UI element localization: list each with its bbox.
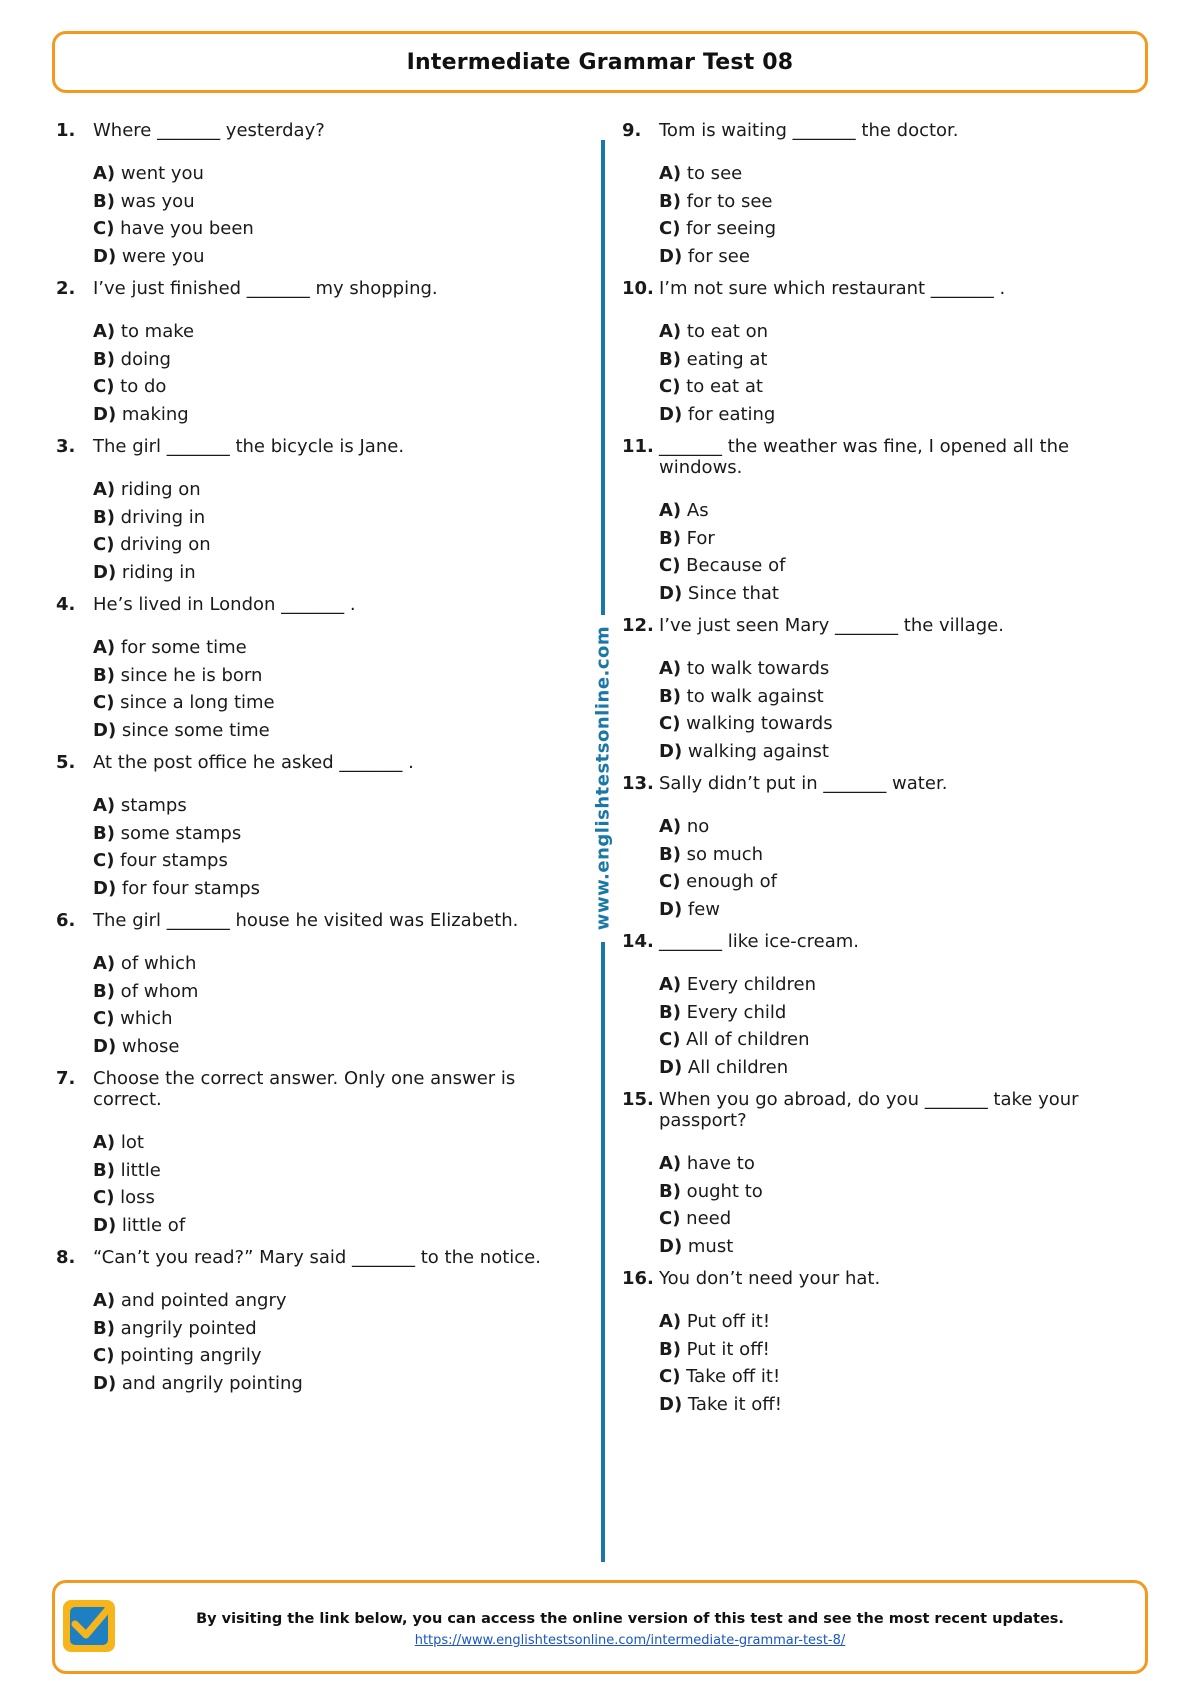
option-text: For <box>680 527 715 549</box>
option-letter: D) <box>659 245 683 267</box>
answer-option[interactable] <box>659 1026 1142 1054</box>
option-letter: B) <box>93 348 115 370</box>
option-text: need <box>680 1208 732 1229</box>
question-item <box>56 436 576 586</box>
option-letter: D) <box>659 898 683 920</box>
option-letter: C) <box>93 218 115 239</box>
option-text: All children <box>682 1056 789 1078</box>
option-letter: C) <box>93 850 115 871</box>
answer-option[interactable] <box>93 188 576 216</box>
option-letter: A) <box>659 974 682 995</box>
answer-option[interactable] <box>93 1315 576 1343</box>
option-letter: A) <box>93 479 116 500</box>
option-letter: C) <box>93 534 115 555</box>
option-letter: C) <box>93 1345 115 1366</box>
option-letter: D) <box>659 1235 683 1257</box>
option-letter: B) <box>659 685 681 707</box>
column-divider-top <box>601 140 605 615</box>
question-item <box>622 773 1142 923</box>
answer-option[interactable] <box>659 683 1142 711</box>
option-text: little <box>114 1159 161 1181</box>
option-letter: B) <box>93 190 115 212</box>
option-text: Put it off! <box>680 1338 770 1360</box>
question-text: _______ the weather was fine, I opened all the windows. <box>659 436 1070 478</box>
answer-option[interactable] <box>659 1233 1142 1261</box>
option-text: to do <box>114 376 167 397</box>
answer-option[interactable] <box>659 896 1142 924</box>
question-number: 1. <box>56 120 76 141</box>
questions-right-column <box>622 120 1142 1426</box>
question-item <box>56 910 576 1060</box>
answer-option[interactable] <box>93 662 576 690</box>
question-item <box>56 594 576 744</box>
option-text: for some time <box>115 637 247 658</box>
option-text: riding in <box>116 561 196 583</box>
answer-option[interactable] <box>659 841 1142 869</box>
question-text: “Can’t you read?” Mary said _______ to the notice. <box>93 1247 541 1268</box>
option-text: doing <box>114 348 171 370</box>
option-text: few <box>682 898 721 920</box>
option-letter: B) <box>659 843 681 865</box>
option-letter: A) <box>93 163 116 184</box>
option-text: of whom <box>114 980 199 1002</box>
answer-option[interactable] <box>93 1157 576 1185</box>
option-letter: C) <box>659 713 681 734</box>
answer-option[interactable] <box>93 1129 576 1157</box>
question-text: You don’t need your hat. <box>659 1268 881 1289</box>
question-text: I’m not sure which restaurant _______ . <box>659 278 1006 299</box>
question-number: 7. <box>56 1068 76 1089</box>
question-number: 14. <box>622 931 654 952</box>
answer-option[interactable] <box>93 1184 576 1212</box>
question-number: 2. <box>56 278 76 299</box>
option-text: since he is born <box>114 664 263 686</box>
option-letter: D) <box>659 1393 683 1415</box>
site-url-vertical: www.englishtestsonline.com <box>592 625 614 931</box>
question-text: The girl _______ the bicycle is Jane. <box>93 436 405 457</box>
option-text: have to <box>681 1153 755 1174</box>
question-item <box>622 931 1142 1081</box>
option-text: making <box>116 403 189 425</box>
option-text: to eat at <box>680 376 763 397</box>
answer-option[interactable] <box>93 401 576 429</box>
option-text: for see <box>682 245 750 267</box>
answer-option[interactable] <box>659 215 1142 243</box>
option-text: Every child <box>680 1001 787 1023</box>
question-item <box>622 436 1142 607</box>
answer-option[interactable] <box>93 243 576 271</box>
option-letter: B) <box>659 1001 681 1023</box>
question-text: Tom is waiting _______ the doctor. <box>659 120 959 141</box>
question-text: I’ve just seen Mary _______ the village. <box>659 615 1004 636</box>
option-letter: B) <box>93 980 115 1002</box>
option-letter: D) <box>93 719 117 741</box>
option-letter: A) <box>659 816 682 837</box>
answer-option[interactable] <box>93 476 576 504</box>
answer-option[interactable] <box>93 950 576 978</box>
answer-option[interactable] <box>659 999 1142 1027</box>
option-letter: B) <box>659 190 681 212</box>
option-text: Every children <box>681 974 816 995</box>
answer-option[interactable] <box>659 346 1142 374</box>
option-letter: B) <box>659 348 681 370</box>
option-letter: A) <box>93 637 116 658</box>
question-item <box>622 1268 1142 1418</box>
answer-option[interactable] <box>93 1287 576 1315</box>
option-letter: D) <box>93 1372 117 1394</box>
option-text: As <box>681 500 709 521</box>
option-text: since a long time <box>114 692 275 713</box>
option-letter: B) <box>93 1317 115 1339</box>
option-text: so much <box>680 843 764 865</box>
question-number: 15. <box>622 1089 654 1110</box>
answer-option[interactable] <box>93 847 576 875</box>
answer-option[interactable] <box>93 634 576 662</box>
option-text: Take off it! <box>680 1366 781 1387</box>
answer-option[interactable] <box>659 1054 1142 1082</box>
answer-option[interactable] <box>93 1005 576 1033</box>
option-text: no <box>681 816 710 837</box>
footer-message: By visiting the link below, you can access the online version of this test and see the most recent updates. <box>196 1611 1064 1627</box>
option-text: Take it off! <box>682 1393 782 1415</box>
option-text: was you <box>114 190 195 212</box>
option-text: enough of <box>680 871 777 892</box>
option-text: little of <box>116 1214 186 1236</box>
option-text: were you <box>116 245 205 267</box>
option-text: Since that <box>682 582 779 604</box>
answer-option[interactable] <box>659 552 1142 580</box>
option-text: All of children <box>680 1029 810 1050</box>
question-text: Choose the correct answer. Only one answer is correct. <box>93 1068 516 1110</box>
question-number: 11. <box>622 436 654 457</box>
answer-option[interactable] <box>659 1391 1142 1419</box>
answer-option[interactable] <box>659 188 1142 216</box>
option-letter: D) <box>93 403 117 425</box>
option-letter: B) <box>93 664 115 686</box>
page-title: Intermediate Grammar Test 08 <box>406 49 794 75</box>
option-text: and pointed angry <box>115 1290 287 1311</box>
question-item <box>56 1068 576 1239</box>
option-text: Because of <box>680 555 786 576</box>
option-text: to walk towards <box>681 658 830 679</box>
option-letter: C) <box>93 1008 115 1029</box>
answer-option[interactable] <box>93 978 576 1006</box>
option-text: to eat on <box>681 321 768 342</box>
option-text: have you been <box>114 218 254 239</box>
question-item <box>56 278 576 428</box>
question-item <box>56 120 576 270</box>
question-item <box>622 615 1142 765</box>
option-letter: D) <box>93 1214 117 1236</box>
option-letter: D) <box>659 403 683 425</box>
option-letter: C) <box>659 1366 681 1387</box>
answer-option[interactable] <box>93 373 576 401</box>
question-text: When you go abroad, do you _______ take your passport? <box>659 1089 1079 1131</box>
questions-left-column <box>56 120 576 1405</box>
option-text: to see <box>681 163 743 184</box>
question-number: 16. <box>622 1268 654 1289</box>
answer-option[interactable] <box>93 1370 576 1398</box>
option-text: which <box>114 1008 173 1029</box>
answer-option[interactable] <box>93 318 576 346</box>
question-text: At the post office he asked _______ . <box>93 752 414 773</box>
option-letter: B) <box>659 527 681 549</box>
footer-link[interactable]: https://www.englishtestsonline.com/intermediate-grammar-test-8/ <box>414 1633 846 1648</box>
answer-option[interactable] <box>659 401 1142 429</box>
question-item <box>622 120 1142 270</box>
answer-option[interactable] <box>659 655 1142 683</box>
option-letter: C) <box>93 692 115 713</box>
option-letter: C) <box>659 376 681 397</box>
answer-option[interactable] <box>659 1308 1142 1336</box>
option-letter: B) <box>93 1159 115 1181</box>
option-text: lot <box>115 1132 144 1153</box>
option-letter: B) <box>93 822 115 844</box>
option-letter: C) <box>659 555 681 576</box>
answer-option[interactable] <box>659 318 1142 346</box>
footer-box <box>52 1580 1148 1674</box>
question-number: 12. <box>622 615 654 636</box>
option-text: for seeing <box>680 218 776 239</box>
question-text: Sally didn’t put in _______ water. <box>659 773 948 794</box>
option-letter: D) <box>659 582 683 604</box>
answer-option[interactable] <box>659 813 1142 841</box>
option-text: whose <box>116 1035 180 1057</box>
option-text: eating at <box>680 348 768 370</box>
answer-option[interactable] <box>659 738 1142 766</box>
question-item <box>622 1089 1142 1260</box>
answer-option[interactable] <box>93 820 576 848</box>
option-letter: C) <box>659 1208 681 1229</box>
answer-option[interactable] <box>659 1205 1142 1233</box>
option-text: stamps <box>115 795 187 816</box>
question-text: The girl _______ house he visited was Elizabeth. <box>93 910 519 931</box>
option-letter: A) <box>659 321 682 342</box>
option-text: must <box>682 1235 734 1257</box>
option-letter: C) <box>659 871 681 892</box>
answer-option[interactable] <box>659 710 1142 738</box>
question-number: 8. <box>56 1247 76 1268</box>
question-text: Where _______ yesterday? <box>93 120 325 141</box>
option-letter: D) <box>659 1056 683 1078</box>
option-letter: C) <box>659 1029 681 1050</box>
option-text: for to see <box>680 190 773 212</box>
answer-option[interactable] <box>659 971 1142 999</box>
option-letter: A) <box>93 1132 116 1153</box>
option-letter: B) <box>659 1338 681 1360</box>
option-text: for eating <box>682 403 776 425</box>
option-text: loss <box>114 1187 155 1208</box>
option-letter: C) <box>93 376 115 397</box>
option-text: for four stamps <box>116 877 261 899</box>
question-number: 4. <box>56 594 76 615</box>
option-text: went you <box>115 163 204 184</box>
answer-option[interactable] <box>659 160 1142 188</box>
option-text: pointing angrily <box>114 1345 262 1366</box>
option-letter: A) <box>659 658 682 679</box>
option-text: four stamps <box>114 850 228 871</box>
question-number: 5. <box>56 752 76 773</box>
option-letter: A) <box>659 500 682 521</box>
option-letter: A) <box>93 321 116 342</box>
answer-option[interactable] <box>93 875 576 903</box>
answer-option[interactable] <box>659 525 1142 553</box>
answer-option[interactable] <box>659 497 1142 525</box>
question-item <box>56 1247 576 1397</box>
question-number: 13. <box>622 773 654 794</box>
answer-option[interactable] <box>659 373 1142 401</box>
option-letter: A) <box>93 795 116 816</box>
answer-option[interactable] <box>659 580 1142 608</box>
answer-option[interactable] <box>659 1178 1142 1206</box>
option-letter: A) <box>659 1153 682 1174</box>
option-text: to make <box>115 321 195 342</box>
column-divider-bottom <box>601 942 605 1562</box>
question-text: He’s lived in London _______ . <box>93 594 356 615</box>
option-text: Put off it! <box>681 1311 771 1332</box>
answer-option[interactable] <box>93 1033 576 1061</box>
option-letter: A) <box>659 163 682 184</box>
answer-option[interactable] <box>659 1336 1142 1364</box>
answer-option[interactable] <box>93 559 576 587</box>
option-text: driving in <box>114 506 206 528</box>
option-text: walking towards <box>680 713 833 734</box>
option-letter: D) <box>93 877 117 899</box>
option-text: riding on <box>115 479 201 500</box>
option-text: walking against <box>682 740 829 762</box>
question-item <box>56 752 576 902</box>
option-letter: A) <box>93 1290 116 1311</box>
option-letter: A) <box>93 953 116 974</box>
title-box <box>52 31 1148 93</box>
answer-option[interactable] <box>93 689 576 717</box>
option-text: to walk against <box>680 685 824 707</box>
answer-option[interactable] <box>659 1363 1142 1391</box>
option-text: driving on <box>114 534 211 555</box>
option-letter: A) <box>659 1311 682 1332</box>
answer-option[interactable] <box>659 1150 1142 1178</box>
option-letter: B) <box>659 1180 681 1202</box>
question-text: _______ like ice-cream. <box>659 931 860 952</box>
option-letter: D) <box>93 245 117 267</box>
answer-option[interactable] <box>93 717 576 745</box>
option-letter: D) <box>93 561 117 583</box>
option-text: and angrily pointing <box>116 1372 303 1394</box>
option-text: some stamps <box>114 822 242 844</box>
answer-option[interactable] <box>93 1212 576 1240</box>
checkbox-logo-icon <box>63 1600 115 1652</box>
answer-option[interactable] <box>659 243 1142 271</box>
answer-option[interactable] <box>93 346 576 374</box>
answer-option[interactable] <box>659 868 1142 896</box>
answer-option[interactable] <box>93 160 576 188</box>
answer-option[interactable] <box>93 531 576 559</box>
option-letter: C) <box>93 1187 115 1208</box>
option-text: since some time <box>116 719 270 741</box>
question-number: 10. <box>622 278 654 299</box>
question-text: I’ve just finished _______ my shopping. <box>93 278 438 299</box>
question-number: 9. <box>622 120 642 141</box>
answer-option[interactable] <box>93 792 576 820</box>
question-number: 3. <box>56 436 76 457</box>
option-text: of which <box>115 953 197 974</box>
answer-option[interactable] <box>93 215 576 243</box>
answer-option[interactable] <box>93 504 576 532</box>
option-letter: B) <box>93 506 115 528</box>
option-text: ought to <box>680 1180 763 1202</box>
option-letter: C) <box>659 218 681 239</box>
question-item <box>622 278 1142 428</box>
option-text: angrily pointed <box>114 1317 257 1339</box>
option-letter: D) <box>659 740 683 762</box>
option-letter: D) <box>93 1035 117 1057</box>
question-number: 6. <box>56 910 76 931</box>
answer-option[interactable] <box>93 1342 576 1370</box>
